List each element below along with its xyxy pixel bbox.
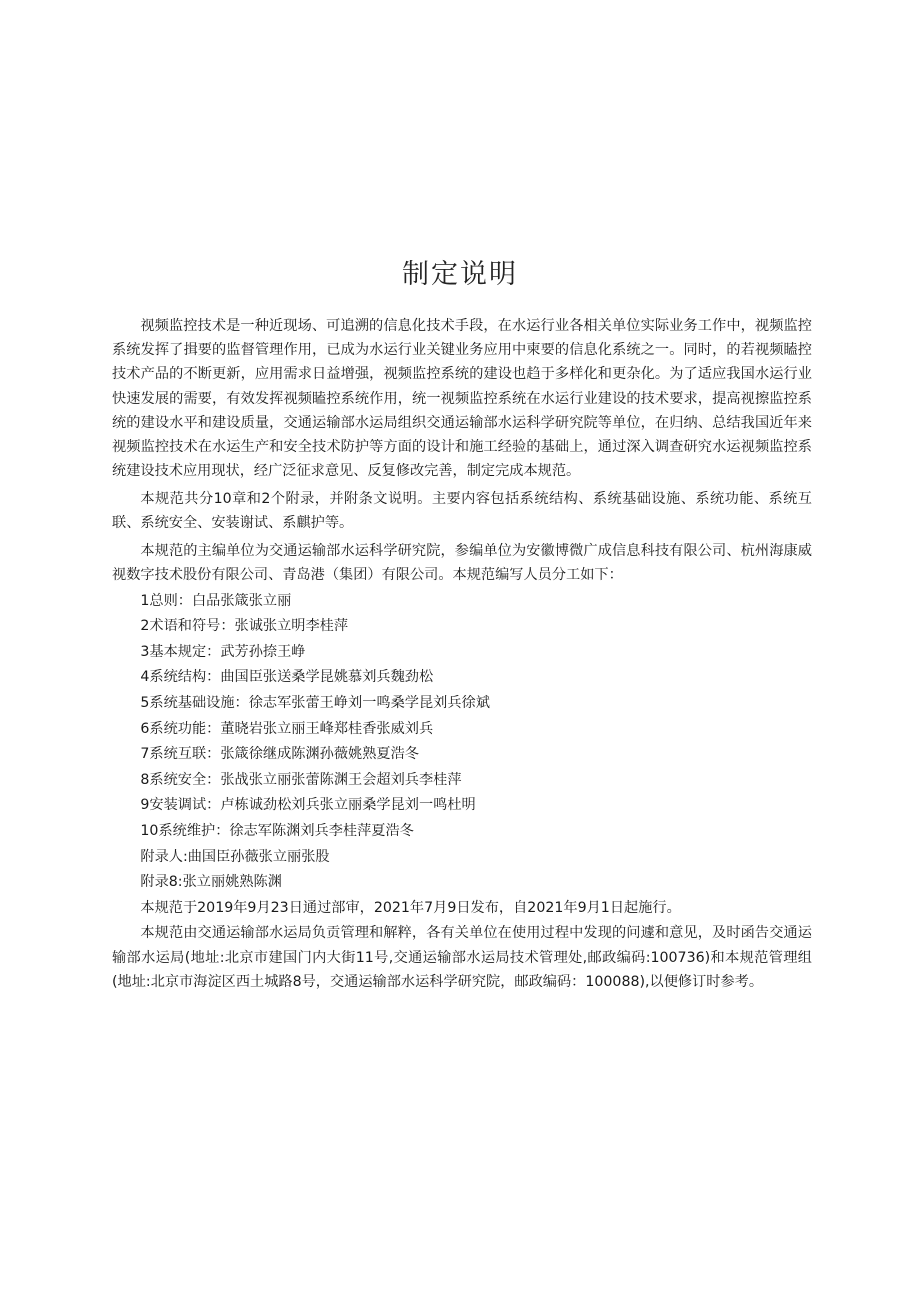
assignment-item: 5系统基础设施：徐志军张蕾王峥刘一鸣桑学昆刘兵徐斌 xyxy=(140,695,490,711)
assignment-item: 7系统互联：张箴徐继成陈渊孙薇姚熟夏浩冬 xyxy=(140,746,419,763)
effective-date-paragraph: 本规范于2019年9月23日通过部审，2021年7月9日发布，自2021年9月1日起施行。 xyxy=(140,899,681,916)
authors-paragraph: 本规范的主编单位为交通运输部水运科学研究院，参编单位为安徽博微广成信息科技有限公司、杭州海康威视数字技术股份有限公司、青岛港（集团）有限公司。本规范编写人员分工如下： xyxy=(112,542,812,584)
assignment-item: 4系统结构：曲国臣张送桑学昆姚慕刘兵魏劲松 xyxy=(140,669,434,686)
appendix-a-item: 附录人:曲国臣孙薇张立丽张股 xyxy=(140,848,330,865)
assignment-item: 3基本规定：武芳孙捺王峥 xyxy=(140,643,306,660)
assignment-list xyxy=(112,589,812,895)
contact-paragraph: 本规范由交通运输部水运局负贡管理和解粹，各有关单位在使用过程中发现的问遽和意见，及时函告交通运输部水运局(地址:北京市建国门内大街11号,交通运输部水运局技术管理处,邮政编码:100736)和本规范管理组(地址:北京市海淀区西土城路8号，交通运输部水运科学研究院，邮政编码：100088),以便修订时参考。 xyxy=(112,925,812,990)
page-title: 制定说明 xyxy=(402,259,518,290)
assignment-item: 1总则：白品张箴张立丽 xyxy=(140,592,292,609)
document-body xyxy=(112,314,812,997)
appendix-b-item: 附录8:张立丽姚熟陈渊 xyxy=(140,874,282,891)
assignment-item: 9安装调试：卢栋诚劲松刘兵张立丽桑学昆刘一鸣杜明 xyxy=(140,797,476,814)
assignment-item: 2术语和符号：张诚张立明李桂萍 xyxy=(140,618,349,635)
assignment-item: 8系统安全：张战张立丽张蕾陈渊王会超刘兵李桂萍 xyxy=(140,771,462,788)
assignment-item: 10系统维护：徐志军陈渊刘兵李桂萍夏浩冬 xyxy=(140,822,414,839)
scope-paragraph: 本规范共分10章和2个附录，并附条文说明。主要内容包括系统结构、系统基础设施、系统功能、系统互联、系统安全、安装谢试、系麒护等。 xyxy=(112,490,812,532)
assignment-item: 6系统功能：董晓岩张立丽王峰郑桂香张威刘兵 xyxy=(140,720,434,737)
intro-paragraph: 视频监控技术是一种近现场、可追溯的信息化技术手段，在水运行业各相关单位实际业务工作中，视频监控系统发挥了揖要的监督管理作用，已成为水运行业关键业务应用中柬要的信息化系统之一。同时，的若视频瞌控技术产品的不断更新，应用需求日益增强，视频监控系统的建设也趋于多样化和更杂化。为了适应我国水运行业快速发展的需要，有效发挥视频瞌控系统作用，统一视频监控系统在水运行业建设的技术要求，提高视擦监控系统的建设水平和建设质量，交通运输部水运局组织交通运输部水运科学研究院等单位，在归纳、总结我国近年来视频监控技术在水运生产和安全技术防护等方面的设计和施工经验的基础上，通过深入调查研究水运视频监控系统建设技术应用现状，经广泛征求意见、反复修改完善，制定完成本规范。 xyxy=(112,318,812,480)
